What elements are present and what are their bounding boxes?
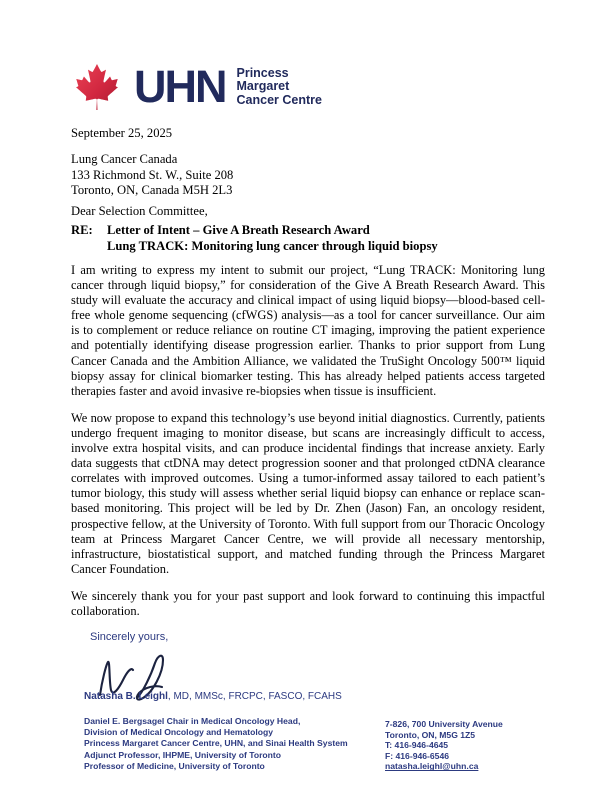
re-label-spacer <box>71 239 107 255</box>
recipient-line: 133 Richmond St. W., Suite 208 <box>71 167 234 182</box>
footer-contact <box>385 719 503 772</box>
uhn-wordmark: UHN <box>134 61 226 112</box>
recipient-line: Lung Cancer Canada <box>71 152 178 166</box>
salutation: Dear Selection Committee, <box>71 204 208 218</box>
paragraph-2: We now propose to expand this technology’s use beyond initial diagnostics. Currently, patients undergo frequent imaging to monitor disease, but scans are increasingly difficult to access, involve extra hospital visits, and can produce incidental findings that increase anxiety. Early data suggests that ctDNA may detect progression sooner and that prolonged ctDNA clearance correlates with improved outcomes. Using a tumor-informed assay tailored to each patient’s tumor biology, this study will assess whether serial liquid biopsy can enhance or replace scan-based monitoring. This project will be led by Dr. Zhen (Jason) Fan, an oncology resident, prospective fellow, at the University of Toronto. With full support from our Thoracic Oncology team at Princess Margaret Cancer Centre, we will provide all necessary mentorship, infrastructure, biostatistical support, and matched funding through the Princess Margaret Cancer Foundation. <box>71 410 545 576</box>
signer-credentials: , MD, MMSc, FRCPC, FASCO, FCAHS <box>167 691 342 702</box>
paragraph-3: We sincerely thank you for your past support and look forward to continuing this impactful collaboration. <box>71 588 545 618</box>
footer-title-line: Princess Margaret Cancer Centre, UHN, and Sinai Health System <box>84 738 348 749</box>
brand-name <box>237 67 322 108</box>
email-link[interactable]: natasha.leighl@uhn.ca <box>385 761 479 772</box>
signer-name-line <box>84 691 342 702</box>
paragraph-1: I am writing to express my intent to submit our project, “Lung TRACK: Monitoring lung cancer through liquid biopsy,” for consideration of the Give A Breath Research Award. This study will evaluate the accuracy and clinical impact of using liquid biopsy—blood-based cell-free whole genome sequencing (cfWGS) analysis—as a tool for cancer surveillance. Our aim is to complement or reduce reliance on routine CT imaging, improving the patient experience and potentially identifying disease progression earlier. Thanks to prior support from Lung Cancer Canada and the Ambition Alliance, we validated the TruSight Oncology 500™ liquid biopsy assay for clinical biomarker testing. This has already helped patients access targeted therapies faster and avoid invasive re-biopsies when tissue is insufficient. <box>71 263 545 398</box>
footer-title-line: Division of Medical Oncology and Hematology <box>84 727 274 738</box>
re-label: RE: <box>71 223 93 237</box>
recipient-address <box>71 152 233 199</box>
letter-date: September 25, 2025 <box>71 126 173 140</box>
maple-leaf-icon <box>74 62 120 112</box>
signer-name: Natasha B. Leighl <box>84 691 168 702</box>
brand-line: Princess <box>236 65 289 80</box>
re-subject-line1: Letter of Intent – Give A Breath Research Award <box>107 223 370 237</box>
closing-phrase: Sincerely yours, <box>90 631 169 643</box>
footer-title-line: Daniel E. Bergsagel Chair in Medical Oncology Head, <box>84 716 301 726</box>
brand-line: Cancer Centre <box>236 92 322 107</box>
footer-title-line: Adjunct Professor, IHPME, University of Toronto <box>84 749 282 760</box>
contact-address-line2: Toronto, ON, M5G 1Z5 <box>385 729 476 740</box>
footer-title-line: Professor of Medicine, University of Toronto <box>84 760 265 771</box>
footer-titles <box>84 716 348 772</box>
letter-body <box>71 263 545 631</box>
contact-fax: F: 416-946-6546 <box>385 750 450 761</box>
letterhead-logo <box>74 62 322 112</box>
recipient-line: Toronto, ON, Canada M5H 2L3 <box>71 183 233 198</box>
re-subject-line2: Lung TRACK: Monitoring lung cancer through liquid biopsy <box>107 238 438 253</box>
brand-line: Margaret <box>236 79 290 94</box>
re-block <box>71 223 545 254</box>
contact-address-line1: 7-826, 700 University Avenue <box>385 719 503 729</box>
contact-telephone: T: 416-946-4645 <box>385 740 449 751</box>
